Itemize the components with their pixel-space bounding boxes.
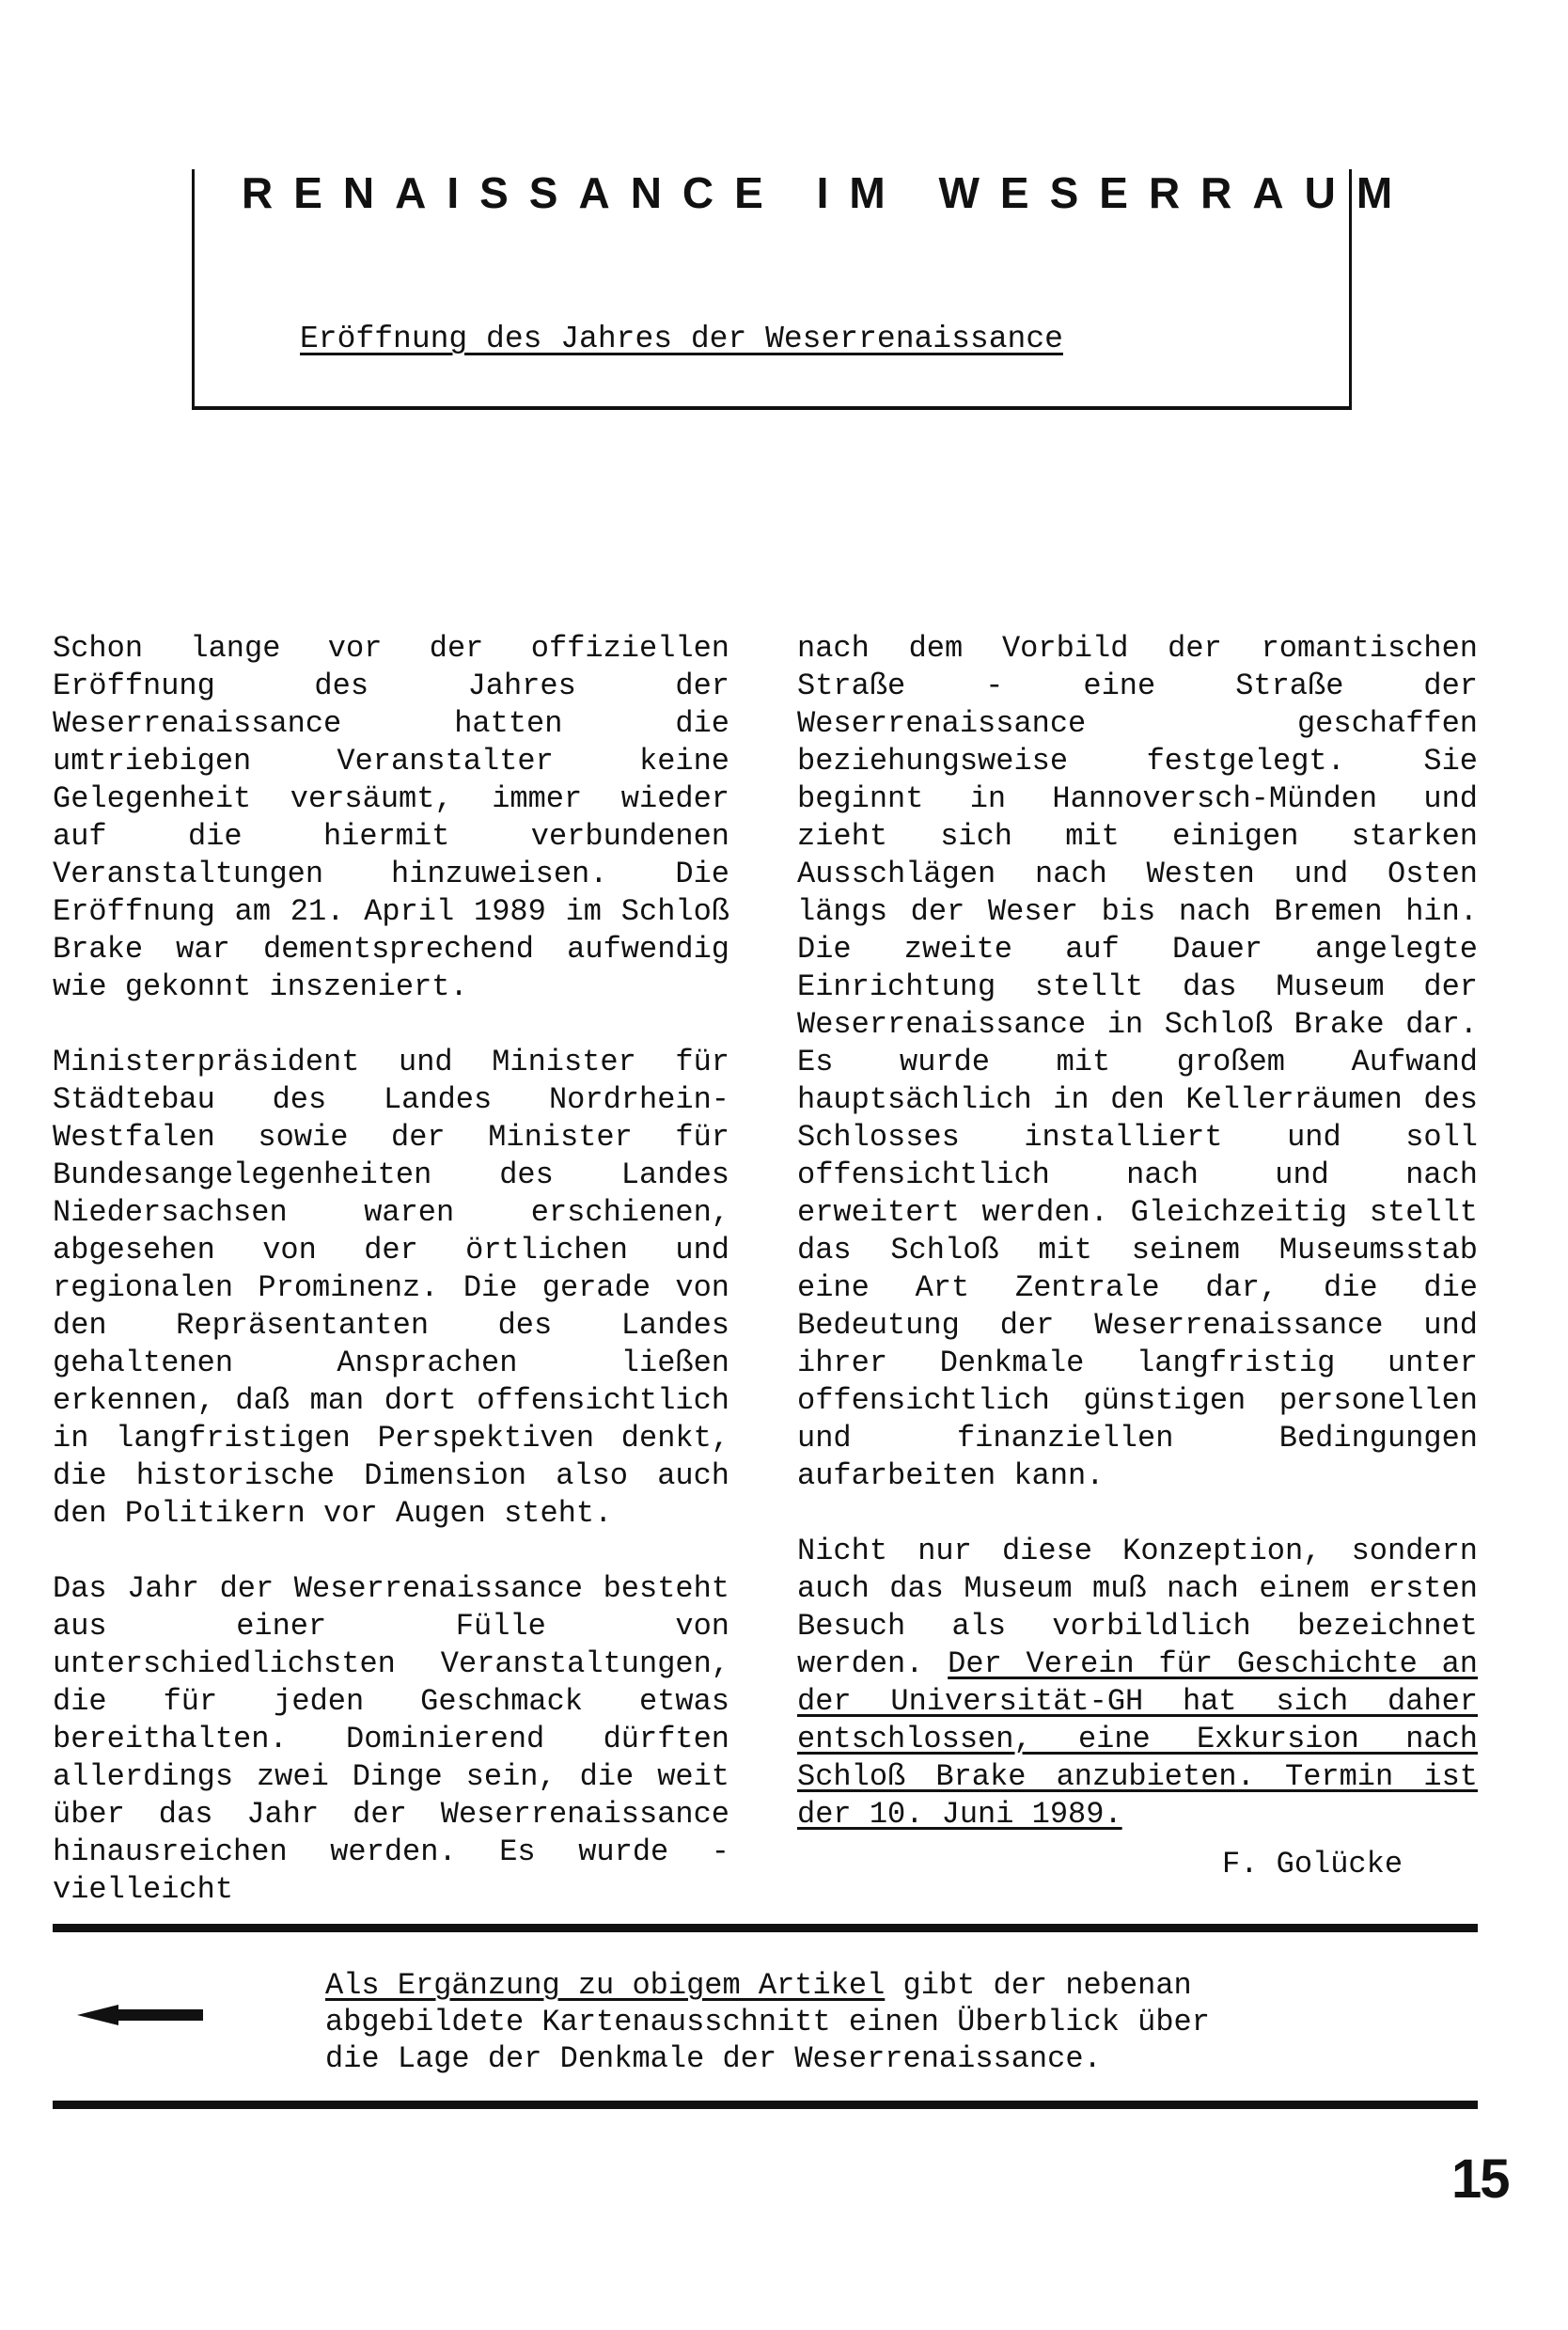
- article-subtitle: Eröffnung des Jahres der Weserrenaissance: [300, 322, 1063, 356]
- excursion-announcement: Der Verein für Geschichte an der Universität-GH hat sich daher entschlossen, eine Exkursion nach Schloß Brake anzubieten. Termin ist der 10. Juni 1989.: [797, 1646, 1479, 1832]
- closing-text: Nicht nur diese Konzeption, sondern auch das Museum muß nach einem ersten Besuch als vorbildlich bezeichnet werden.: [797, 1534, 1478, 1681]
- divider-bottom: [53, 2101, 1478, 2109]
- author-name: F. Golücke: [1222, 1847, 1403, 1881]
- arrow-left-icon: [77, 2001, 203, 2029]
- notice-text: gibt der nebenan abgebildete Kartenausschnitt einen Überblick über die Lage der Denkmale der Weserrenaissance.: [325, 1968, 1210, 2076]
- page-number: 15: [1451, 2149, 1509, 2210]
- closing-paragraph: [797, 1533, 1478, 1834]
- notice-lead: Als Ergänzung zu obigem Artikel: [325, 1968, 886, 2003]
- map-notice: [325, 1967, 1233, 2077]
- paragraph: Das Jahr der Weserrenaissance besteht aus einer Fülle von unterschiedlichsten Veranstaltungen, die für jeden Geschmack etwas bereithalten. Dominierend dürften allerdings zwei Dinge sein, die weit über das Jahr der Weserrenaissance hinausreichen werden. Es wurde - vielleicht: [53, 1571, 729, 1907]
- article-left-column: [53, 630, 729, 1909]
- paragraph: nach dem Vorbild der romantischen Straße - eine Straße der Weserrenaissance geschaffen beziehungsweise festgelegt. Sie beginnt in Hannoversch-Münden und zieht sich mit einigen starken Ausschlägen nach Westen und Osten längs der Weser bis nach Bremen hin. Die zweite auf Dauer angelegte Einrichtung stellt das Museum der Weserrenaissance in Schloß Brake dar. Es wurde mit großem Aufwand hauptsächlich in den Kellerräumen des Schlosses installiert und soll offensichtlich nach und nach erweitert werden. Gleichzeitig stellt das Schloß mit seinem Museumsstab eine Art Zentrale dar, die die Bedeutung der Weserrenaissance und ihrer Denkmale langfristig unter offensichtlich günstigen personellen und finanziellen Bedingungen aufarbeiten kann.: [797, 631, 1478, 1493]
- paragraph: Ministerpräsident und Minister für Städtebau des Landes Nordrhein-Westfalen sowie der Minister für Bundesangelegenheiten des Landes Niedersachsen waren erschienen, abgesehen von der örtlichen und regionalen Prominenz. Die gerade von den Repräsentanten des Landes gehaltenen Ansprachen ließen erkennen, daß man dort offensichtlich in langfristigen Perspektiven denkt, die historische Dimension also auch den Politikern vor Augen steht.: [53, 1045, 729, 1531]
- paragraph: Schon lange vor der offiziellen Eröffnung des Jahres der Weserrenaissance hatten die umtriebigen Veranstalter keine Gelegenheit versäumt, immer wieder auf die hiermit verbundenen Veranstaltungen hinzuweisen. Die Eröffnung am 21. April 1989 im Schloß Brake war dementsprechend aufwendig wie gekonnt inszeniert.: [53, 631, 729, 1004]
- article-right-column: [797, 630, 1478, 1834]
- divider-top: [53, 1924, 1478, 1932]
- article-title: RENAISSANCE IM WESERRAUM: [242, 168, 1414, 217]
- header-box: [192, 168, 1414, 410]
